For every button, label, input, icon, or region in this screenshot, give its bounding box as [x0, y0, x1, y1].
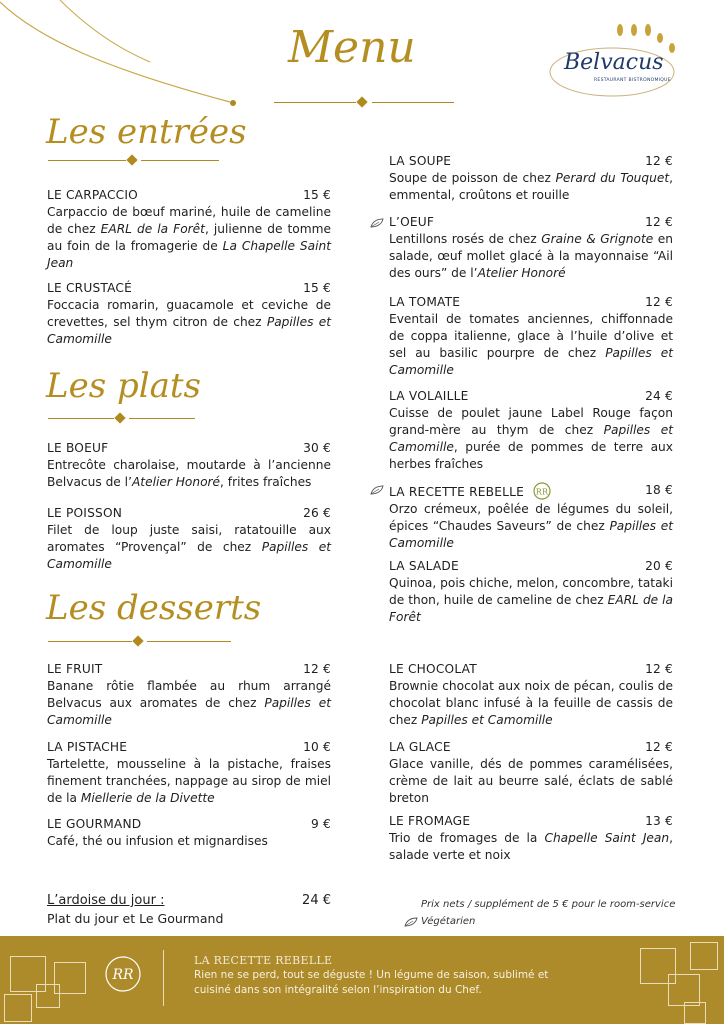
menu-item-carpaccio: [47, 187, 331, 272]
item-name: LA PISTACHE: [47, 740, 128, 754]
menu-title: Menu: [288, 22, 416, 73]
title-rule-left: [274, 102, 356, 103]
item-price: 12 €: [645, 215, 673, 229]
item-desc: Foccacia romarin, guacamole et ceviche de crevettes, sel thym citron de chez Papilles et Camomille: [47, 298, 331, 346]
menu-item-boeuf: [47, 440, 331, 491]
title-rule-right: [372, 102, 454, 103]
item-price: 26 €: [303, 506, 331, 520]
menu-item-poisson: [47, 505, 331, 573]
svg-text:RR: RR: [535, 487, 549, 497]
rebelle-monogram-icon: [532, 482, 552, 500]
footer-title: LA RECETTE REBELLE: [194, 954, 333, 967]
entrees-diamond: [126, 154, 137, 165]
vegetarian-note: Végétarien: [421, 916, 476, 927]
decorative-swirl: [0, 0, 240, 110]
plats-diamond: [114, 412, 125, 423]
menu-item-pistache: [47, 739, 331, 807]
item-desc: Soupe de poisson de chez Perard du Touquet, emmental, croûtons et rouille: [389, 171, 673, 202]
item-desc: Brownie chocolat aux noix de pécan, coulis de chocolat blanc infusé à la feuille de cassis de chez Papilles et Camomille: [389, 679, 673, 727]
section-plats-title: Les plats: [46, 366, 201, 406]
menu-item-soupe: [389, 153, 673, 204]
item-name: LE FROMAGE: [389, 814, 471, 828]
item-name: LA SOUPE: [389, 154, 452, 168]
footer-square-decoration: [684, 1002, 706, 1024]
item-price: 12 €: [645, 295, 673, 309]
logo-subtitle: RESTAURANT BISTRONOMIQUE: [594, 78, 671, 83]
menu-item-oeuf: [389, 214, 673, 282]
menu-item-gourmand: [47, 816, 331, 850]
footer-square-decoration: [54, 962, 86, 994]
item-price: 15 €: [303, 281, 331, 295]
title-diamond: [356, 96, 367, 107]
item-desc: Eventail de tomates anciennes, chiffonnade de coppa italienne, glace à l’huile d’olive et sel au basilic pourpre de chez Papilles et Camomille: [389, 312, 674, 377]
logo: [546, 22, 686, 102]
item-desc: Banane rôtie flambée au rhum arrangé Belvacus aux aromates de chez Papilles et Camomille: [47, 679, 331, 727]
item-price: 13 €: [645, 814, 673, 828]
item-price: 12 €: [645, 740, 673, 754]
footer-square-decoration: [4, 994, 32, 1022]
item-price: 18 €: [645, 483, 673, 497]
section-desserts-title: Les desserts: [46, 588, 262, 628]
item-price: 12 €: [645, 154, 673, 168]
menu-item-salade: [389, 558, 673, 626]
menu-item-crustace: [47, 280, 331, 348]
item-name: LA TOMATE: [389, 295, 461, 309]
footer-monogram-icon: [103, 954, 143, 994]
desserts-rule-left: [48, 641, 132, 642]
item-price: 12 €: [303, 662, 331, 676]
ardoise-label: L’ardoise du jour :: [47, 893, 165, 908]
footer-divider: [163, 950, 164, 1006]
item-desc: Filet de loup juste saisi, ratatouille aux aromates “Provençal” de chez Papilles et Camomille: [47, 523, 332, 571]
item-desc: Café, thé ou infusion et mignardises: [47, 834, 268, 848]
desserts-rule-right: [147, 641, 231, 642]
menu-item-fromage: [389, 813, 673, 864]
item-desc: Trio de fromages de la Chapelle Saint Jean, salade verte et noix: [389, 831, 673, 862]
item-price: 24 €: [645, 389, 673, 403]
menu-item-chocolat: [389, 661, 673, 729]
footer-square-decoration: [690, 942, 718, 970]
item-name: LA GLACE: [389, 740, 451, 754]
menu-item-volaille: [389, 388, 673, 473]
item-name: LE BOEUF: [47, 441, 109, 455]
item-price: 15 €: [303, 188, 331, 202]
ardoise-price: 24 €: [302, 893, 331, 908]
vegetarian-leaf-icon: [370, 218, 384, 228]
vegetarian-leaf-icon: [370, 485, 384, 495]
item-name: LE CARPACCIO: [47, 188, 138, 202]
item-desc: Cuisse de poulet jaune Label Rouge façon grand-mère au thym de chez Papilles et Camomille, purée de pommes de terre aux herbes fraîches: [389, 406, 673, 471]
item-price: 10 €: [303, 740, 331, 754]
ardoise: [47, 892, 331, 928]
item-price: 12 €: [645, 662, 673, 676]
item-price: 30 €: [303, 441, 331, 455]
footer-text: Rien ne se perd, tout se déguste ! Un légume de saison, sublimé et cuisiné dans son intégralité selon l’inspiration du Chef.: [194, 969, 549, 996]
item-name: L’OEUF: [389, 215, 435, 229]
item-price: 20 €: [645, 559, 673, 573]
item-desc: Quinoa, pois chiche, melon, concombre, tataki de thon, huile de cameline de chez EARL de la Forêt: [389, 576, 674, 624]
item-desc: Entrecôte charolaise, moutarde à l’ancienne Belvacus de l’Atelier Honoré, frites fraîches: [47, 458, 331, 489]
item-price: 9 €: [311, 817, 331, 831]
item-name: LA SALADE: [389, 559, 459, 573]
item-name: LE CRUSTACÉ: [47, 281, 133, 295]
item-name: LE GOURMAND: [47, 817, 142, 831]
plats-rule-left: [48, 418, 114, 419]
section-entrees-title: Les entrées: [46, 112, 247, 152]
item-desc: Glace vanille, dés de pommes caramélisées, crème de lait au beurre salé, éclats de sablé breton: [389, 757, 673, 805]
ardoise-desc: Plat du jour et Le Gourmand: [47, 911, 224, 926]
item-desc: Lentillons rosés de chez Graine & Grignote en salade, œuf mollet glacé à la mayonnaise “Ail des ours” de l’Atelier Honoré: [389, 232, 673, 280]
item-name: LE FRUIT: [47, 662, 103, 676]
item-desc: Carpaccio de bœuf mariné, huile de cameline de chez EARL de la Forêt, julienne de tomme au foin de la fromagerie de La Chapelle Saint Jean: [47, 205, 332, 270]
menu-item-rebelle: [389, 482, 673, 552]
entrees-rule-right: [141, 160, 219, 161]
plats-rule-right: [129, 418, 195, 419]
menu-item-tomate: [389, 294, 673, 379]
logo-name: Belvacus: [564, 50, 664, 75]
footer-banner: [0, 936, 724, 1024]
item-name: LA VOLAILLE: [389, 389, 469, 403]
vegetarian-leaf-icon: [404, 917, 418, 927]
menu-item-glace: [389, 739, 673, 807]
item-desc: Orzo crémeux, poêlée de légumes du soleil, épices “Chaudes Saveurs” de chez Papilles et Camomille: [389, 502, 673, 550]
desserts-diamond: [132, 635, 143, 646]
item-name: LE POISSON: [47, 506, 123, 520]
item-name: LE CHOCOLAT: [389, 662, 477, 676]
item-desc: Tartelette, mousseline à la pistache, fraises finement tranchées, nappage au sirop de miel de la Miellerie de la Divette: [47, 757, 331, 805]
menu-item-fruit: [47, 661, 331, 729]
svg-text:RR: RR: [112, 967, 134, 983]
entrees-rule-left: [48, 160, 126, 161]
item-name: LA RECETTE REBELLE RR: [389, 482, 552, 501]
prices-note: Prix nets / supplément de 5 € pour le room-service: [421, 899, 676, 910]
